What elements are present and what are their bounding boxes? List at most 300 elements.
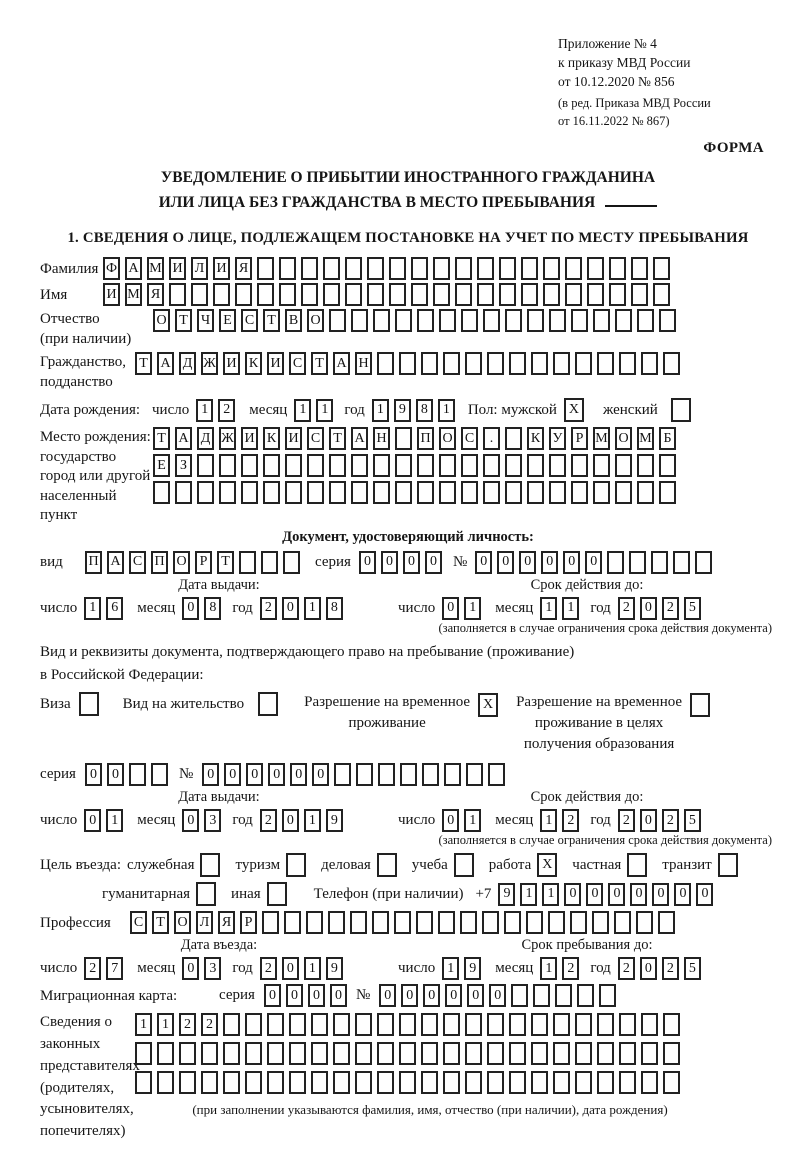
doc-number-cells[interactable] (475, 551, 717, 574)
empty-cell[interactable] (641, 352, 658, 375)
empty-cell[interactable] (553, 352, 570, 375)
filled-cell[interactable]: С (289, 352, 306, 375)
empty-cell[interactable] (399, 352, 416, 375)
empty-cell[interactable] (455, 257, 472, 280)
empty-cell[interactable] (651, 551, 668, 574)
filled-cell[interactable]: 1 (442, 957, 459, 980)
empty-cell[interactable] (241, 454, 258, 477)
empty-cell[interactable] (135, 1042, 152, 1065)
empty-cell[interactable] (241, 481, 258, 504)
filled-cell[interactable]: О (174, 911, 191, 934)
empty-cell[interactable] (377, 1071, 394, 1094)
filled-cell[interactable]: 0 (467, 984, 484, 1007)
empty-cell[interactable] (263, 454, 280, 477)
permit-number-cells[interactable] (202, 763, 510, 786)
empty-cell[interactable] (466, 763, 483, 786)
empty-cell[interactable] (395, 481, 412, 504)
empty-cell[interactable] (286, 853, 306, 877)
empty-cell[interactable] (465, 1013, 482, 1036)
empty-cell[interactable] (395, 454, 412, 477)
filled-cell[interactable]: И (267, 352, 284, 375)
filled-cell[interactable]: 7 (106, 957, 123, 980)
empty-cell[interactable] (373, 454, 390, 477)
filled-cell[interactable]: 1 (520, 883, 537, 906)
filled-cell[interactable]: 1 (540, 809, 557, 832)
empty-cell[interactable] (421, 352, 438, 375)
filled-cell[interactable]: Я (147, 283, 164, 306)
filled-cell[interactable]: 2 (562, 809, 579, 832)
empty-cell[interactable] (549, 481, 566, 504)
filled-cell[interactable]: 0 (359, 551, 376, 574)
filled-cell[interactable]: 0 (182, 957, 199, 980)
empty-cell[interactable] (262, 911, 279, 934)
empty-cell[interactable] (575, 1042, 592, 1065)
empty-cell[interactable] (531, 1071, 548, 1094)
filled-cell[interactable]: 1 (304, 597, 321, 620)
empty-cell[interactable] (548, 911, 565, 934)
empty-cell[interactable] (483, 309, 500, 332)
filled-cell[interactable]: З (175, 454, 192, 477)
empty-cell[interactable] (267, 1042, 284, 1065)
filled-cell[interactable]: 0 (312, 763, 329, 786)
empty-cell[interactable] (641, 1042, 658, 1065)
filled-cell[interactable]: 0 (475, 551, 492, 574)
empty-cell[interactable] (191, 283, 208, 306)
filled-cell[interactable]: 0 (640, 597, 657, 620)
empty-cell[interactable] (509, 1042, 526, 1065)
filled-cell[interactable]: 0 (640, 809, 657, 832)
filled-cell[interactable]: 0 (497, 551, 514, 574)
empty-cell[interactable] (377, 352, 394, 375)
empty-cell[interactable] (482, 911, 499, 934)
empty-cell[interactable] (323, 283, 340, 306)
filled-cell[interactable]: 2 (260, 597, 277, 620)
empty-cell[interactable] (653, 257, 670, 280)
empty-cell[interactable] (135, 1071, 152, 1094)
empty-cell[interactable] (289, 1013, 306, 1036)
filled-cell[interactable]: Ж (219, 427, 236, 450)
empty-cell[interactable] (444, 763, 461, 786)
empty-cell[interactable] (531, 1013, 548, 1036)
representatives-cells-row3[interactable] (135, 1071, 685, 1094)
birth-month-cells[interactable] (294, 399, 338, 422)
filled-cell[interactable]: 0 (519, 551, 536, 574)
empty-cell[interactable] (197, 481, 214, 504)
empty-cell[interactable] (334, 763, 351, 786)
empty-cell[interactable] (629, 551, 646, 574)
entry-day-cells[interactable] (84, 957, 128, 980)
filled-cell[interactable]: 9 (464, 957, 481, 980)
filled-cell[interactable]: 2 (260, 957, 277, 980)
permit-issue-day-cells[interactable] (84, 809, 128, 832)
empty-cell[interactable] (443, 352, 460, 375)
empty-cell[interactable] (531, 352, 548, 375)
empty-cell[interactable] (153, 481, 170, 504)
filled-cell[interactable]: X (564, 398, 584, 422)
empty-cell[interactable] (575, 352, 592, 375)
empty-cell[interactable] (219, 454, 236, 477)
filled-cell[interactable]: 0 (674, 883, 691, 906)
empty-cell[interactable] (179, 1042, 196, 1065)
filled-cell[interactable]: 2 (218, 399, 235, 422)
empty-cell[interactable] (333, 1042, 350, 1065)
empty-cell[interactable] (411, 257, 428, 280)
empty-cell[interactable] (285, 481, 302, 504)
empty-cell[interactable] (521, 283, 538, 306)
empty-cell[interactable] (487, 352, 504, 375)
filled-cell[interactable]: . (483, 427, 500, 450)
empty-cell[interactable] (223, 1042, 240, 1065)
filled-cell[interactable]: П (151, 551, 168, 574)
empty-cell[interactable] (483, 454, 500, 477)
filled-cell[interactable]: А (333, 352, 350, 375)
empty-cell[interactable] (267, 1013, 284, 1036)
empty-cell[interactable] (465, 1042, 482, 1065)
option-residence-permit-checkbox[interactable] (258, 692, 283, 716)
permit-expiry-month-cells[interactable] (540, 809, 584, 832)
entry-month-cells[interactable] (182, 957, 226, 980)
filled-cell[interactable]: О (153, 309, 170, 332)
birth-year-cells[interactable] (372, 399, 460, 422)
empty-cell[interactable] (311, 1042, 328, 1065)
empty-cell[interactable] (627, 853, 647, 877)
filled-cell[interactable]: И (103, 283, 120, 306)
empty-cell[interactable] (367, 283, 384, 306)
empty-cell[interactable] (609, 283, 626, 306)
filled-cell[interactable]: 1 (542, 883, 559, 906)
empty-cell[interactable] (377, 853, 397, 877)
empty-cell[interactable] (553, 1013, 570, 1036)
filled-cell[interactable]: И (213, 257, 230, 280)
filled-cell[interactable]: В (285, 309, 302, 332)
representatives-cells-row2[interactable] (135, 1042, 685, 1065)
empty-cell[interactable] (637, 454, 654, 477)
filled-cell[interactable]: Н (355, 352, 372, 375)
empty-cell[interactable] (455, 283, 472, 306)
filled-cell[interactable]: У (549, 427, 566, 450)
filled-cell[interactable]: А (107, 551, 124, 574)
filled-cell[interactable]: Д (179, 352, 196, 375)
empty-cell[interactable] (267, 1071, 284, 1094)
empty-cell[interactable] (263, 481, 280, 504)
empty-cell[interactable] (531, 1042, 548, 1065)
empty-cell[interactable] (718, 853, 738, 877)
filled-cell[interactable]: 8 (416, 399, 433, 422)
empty-cell[interactable] (527, 454, 544, 477)
empty-cell[interactable] (411, 283, 428, 306)
empty-cell[interactable] (301, 257, 318, 280)
filled-cell[interactable]: 8 (326, 597, 343, 620)
empty-cell[interactable] (333, 1013, 350, 1036)
filled-cell[interactable]: Д (197, 427, 214, 450)
empty-cell[interactable] (509, 1071, 526, 1094)
empty-cell[interactable] (599, 984, 616, 1007)
filled-cell[interactable]: 1 (84, 597, 101, 620)
empty-cell[interactable] (631, 257, 648, 280)
empty-cell[interactable] (570, 911, 587, 934)
empty-cell[interactable] (377, 1042, 394, 1065)
empty-cell[interactable] (245, 1042, 262, 1065)
filled-cell[interactable]: О (439, 427, 456, 450)
empty-cell[interactable] (565, 283, 582, 306)
permit-series-cells[interactable] (85, 763, 173, 786)
empty-cell[interactable] (245, 1013, 262, 1036)
empty-cell[interactable] (499, 283, 516, 306)
empty-cell[interactable] (433, 283, 450, 306)
filled-cell[interactable]: 1 (196, 399, 213, 422)
permit-issue-year-cells[interactable] (260, 809, 348, 832)
filled-cell[interactable]: 0 (442, 809, 459, 832)
empty-cell[interactable] (659, 454, 676, 477)
empty-cell[interactable] (483, 481, 500, 504)
empty-cell[interactable] (328, 911, 345, 934)
filled-cell[interactable]: 5 (684, 597, 701, 620)
filled-cell[interactable]: 0 (442, 597, 459, 620)
filled-cell[interactable]: М (125, 283, 142, 306)
empty-cell[interactable] (571, 481, 588, 504)
empty-cell[interactable] (157, 1042, 174, 1065)
filled-cell[interactable]: 0 (403, 551, 420, 574)
empty-cell[interactable] (555, 984, 572, 1007)
filled-cell[interactable]: И (223, 352, 240, 375)
empty-cell[interactable] (593, 454, 610, 477)
empty-cell[interactable] (487, 1042, 504, 1065)
empty-cell[interactable] (461, 481, 478, 504)
empty-cell[interactable] (443, 1042, 460, 1065)
empty-cell[interactable] (439, 309, 456, 332)
empty-cell[interactable] (201, 1071, 218, 1094)
migration-series-cells[interactable] (264, 984, 352, 1007)
empty-cell[interactable] (355, 1042, 372, 1065)
empty-cell[interactable] (549, 454, 566, 477)
empty-cell[interactable] (395, 309, 412, 332)
empty-cell[interactable] (175, 481, 192, 504)
stay-day-cells[interactable] (442, 957, 486, 980)
filled-cell[interactable]: П (417, 427, 434, 450)
empty-cell[interactable] (417, 454, 434, 477)
purpose-study-checkbox[interactable] (454, 853, 479, 877)
empty-cell[interactable] (636, 911, 653, 934)
empty-cell[interactable] (433, 257, 450, 280)
empty-cell[interactable] (443, 1013, 460, 1036)
birthplace-cells-row1[interactable] (153, 427, 681, 450)
empty-cell[interactable] (311, 1013, 328, 1036)
sex-male-checkbox[interactable] (564, 398, 589, 422)
empty-cell[interactable] (421, 1071, 438, 1094)
filled-cell[interactable]: 0 (182, 597, 199, 620)
filled-cell[interactable]: 1 (540, 597, 557, 620)
filled-cell[interactable]: 2 (662, 809, 679, 832)
doc-series-cells[interactable] (359, 551, 447, 574)
empty-cell[interactable] (511, 984, 528, 1007)
filled-cell[interactable]: 9 (326, 957, 343, 980)
empty-cell[interactable] (577, 984, 594, 1007)
filled-cell[interactable]: 0 (84, 809, 101, 832)
empty-cell[interactable] (619, 1013, 636, 1036)
empty-cell[interactable] (329, 481, 346, 504)
filled-cell[interactable]: С (307, 427, 324, 450)
empty-cell[interactable] (443, 1071, 460, 1094)
filled-cell[interactable]: 1 (540, 957, 557, 980)
filled-cell[interactable]: 9 (394, 399, 411, 422)
empty-cell[interactable] (671, 398, 691, 422)
empty-cell[interactable] (329, 454, 346, 477)
doc-issue-year-cells[interactable] (260, 597, 348, 620)
filled-cell[interactable]: 0 (563, 551, 580, 574)
empty-cell[interactable] (659, 309, 676, 332)
empty-cell[interactable] (351, 454, 368, 477)
empty-cell[interactable] (345, 257, 362, 280)
empty-cell[interactable] (571, 309, 588, 332)
empty-cell[interactable] (421, 1042, 438, 1065)
empty-cell[interactable] (505, 481, 522, 504)
doc-expiry-month-cells[interactable] (540, 597, 584, 620)
empty-cell[interactable] (394, 911, 411, 934)
empty-cell[interactable] (223, 1013, 240, 1036)
option-temp-residence-education-checkbox[interactable] (690, 693, 715, 717)
purpose-work-checkbox[interactable] (537, 853, 562, 877)
purpose-other-checkbox[interactable] (267, 882, 292, 906)
empty-cell[interactable] (257, 257, 274, 280)
filled-cell[interactable]: 1 (304, 809, 321, 832)
empty-cell[interactable] (477, 283, 494, 306)
empty-cell[interactable] (592, 911, 609, 934)
empty-cell[interactable] (201, 1042, 218, 1065)
filled-cell[interactable]: 1 (294, 399, 311, 422)
empty-cell[interactable] (213, 283, 230, 306)
purpose-business-checkbox[interactable] (377, 853, 402, 877)
filled-cell[interactable]: 3 (204, 809, 221, 832)
filled-cell[interactable]: 0 (401, 984, 418, 1007)
empty-cell[interactable] (373, 481, 390, 504)
permit-expiry-day-cells[interactable] (442, 809, 486, 832)
empty-cell[interactable] (658, 911, 675, 934)
empty-cell[interactable] (690, 693, 710, 717)
stay-month-cells[interactable] (540, 957, 584, 980)
representatives-cells-row1[interactable] (135, 1013, 685, 1036)
filled-cell[interactable]: Н (373, 427, 390, 450)
filled-cell[interactable]: И (169, 257, 186, 280)
filled-cell[interactable]: 2 (562, 957, 579, 980)
empty-cell[interactable] (597, 1071, 614, 1094)
filled-cell[interactable]: А (125, 257, 142, 280)
empty-cell[interactable] (653, 283, 670, 306)
empty-cell[interactable] (289, 1071, 306, 1094)
empty-cell[interactable] (631, 283, 648, 306)
option-visa-checkbox[interactable] (79, 692, 104, 716)
filled-cell[interactable]: Т (329, 427, 346, 450)
doc-issue-day-cells[interactable] (84, 597, 128, 620)
empty-cell[interactable] (279, 257, 296, 280)
filled-cell[interactable]: 9 (326, 809, 343, 832)
filled-cell[interactable]: 2 (84, 957, 101, 980)
birth-day-cells[interactable] (196, 399, 240, 422)
empty-cell[interactable] (200, 853, 220, 877)
surname-cells[interactable] (103, 257, 675, 280)
empty-cell[interactable] (196, 882, 216, 906)
empty-cell[interactable] (575, 1071, 592, 1094)
filled-cell[interactable]: 0 (564, 883, 581, 906)
empty-cell[interactable] (587, 283, 604, 306)
empty-cell[interactable] (395, 427, 412, 450)
empty-cell[interactable] (593, 309, 610, 332)
empty-cell[interactable] (129, 763, 146, 786)
empty-cell[interactable] (372, 911, 389, 934)
filled-cell[interactable]: X (478, 693, 498, 717)
filled-cell[interactable]: 2 (618, 809, 635, 832)
empty-cell[interactable] (378, 763, 395, 786)
empty-cell[interactable] (279, 283, 296, 306)
empty-cell[interactable] (377, 1013, 394, 1036)
doc-issue-month-cells[interactable] (182, 597, 226, 620)
filled-cell[interactable]: С (129, 551, 146, 574)
filled-cell[interactable]: 2 (179, 1013, 196, 1036)
empty-cell[interactable] (614, 911, 631, 934)
empty-cell[interactable] (593, 481, 610, 504)
filled-cell[interactable]: Я (218, 911, 235, 934)
filled-cell[interactable]: 1 (562, 597, 579, 620)
filled-cell[interactable]: Т (135, 352, 152, 375)
empty-cell[interactable] (549, 309, 566, 332)
filled-cell[interactable]: 0 (268, 763, 285, 786)
empty-cell[interactable] (422, 763, 439, 786)
birthplace-cells-row2[interactable] (153, 454, 681, 477)
filled-cell[interactable]: Т (217, 551, 234, 574)
filled-cell[interactable]: 1 (316, 399, 333, 422)
filled-cell[interactable]: 2 (618, 957, 635, 980)
filled-cell[interactable]: 0 (202, 763, 219, 786)
empty-cell[interactable] (619, 1042, 636, 1065)
filled-cell[interactable]: 0 (381, 551, 398, 574)
filled-cell[interactable]: А (157, 352, 174, 375)
filled-cell[interactable]: 8 (204, 597, 221, 620)
empty-cell[interactable] (439, 454, 456, 477)
filled-cell[interactable]: И (241, 427, 258, 450)
filled-cell[interactable]: 0 (224, 763, 241, 786)
filled-cell[interactable]: Л (196, 911, 213, 934)
empty-cell[interactable] (587, 257, 604, 280)
empty-cell[interactable] (257, 283, 274, 306)
empty-cell[interactable] (509, 1013, 526, 1036)
doc-expiry-year-cells[interactable] (618, 597, 706, 620)
empty-cell[interactable] (267, 882, 287, 906)
empty-cell[interactable] (235, 283, 252, 306)
filled-cell[interactable]: Ч (197, 309, 214, 332)
purpose-official-checkbox[interactable] (200, 853, 225, 877)
filled-cell[interactable]: О (615, 427, 632, 450)
filled-cell[interactable]: 0 (182, 809, 199, 832)
filled-cell[interactable]: 0 (630, 883, 647, 906)
empty-cell[interactable] (526, 911, 543, 934)
empty-cell[interactable] (641, 1013, 658, 1036)
empty-cell[interactable] (333, 1071, 350, 1094)
filled-cell[interactable]: 0 (282, 957, 299, 980)
filled-cell[interactable]: К (245, 352, 262, 375)
empty-cell[interactable] (351, 481, 368, 504)
filled-cell[interactable]: 0 (308, 984, 325, 1007)
filled-cell[interactable]: Я (235, 257, 252, 280)
filled-cell[interactable]: 5 (684, 957, 701, 980)
entry-year-cells[interactable] (260, 957, 348, 980)
empty-cell[interactable] (258, 692, 278, 716)
filled-cell[interactable]: С (241, 309, 258, 332)
patronymic-cells[interactable] (153, 309, 681, 332)
empty-cell[interactable] (329, 309, 346, 332)
empty-cell[interactable] (323, 257, 340, 280)
empty-cell[interactable] (553, 1042, 570, 1065)
empty-cell[interactable] (615, 481, 632, 504)
filled-cell[interactable]: А (175, 427, 192, 450)
